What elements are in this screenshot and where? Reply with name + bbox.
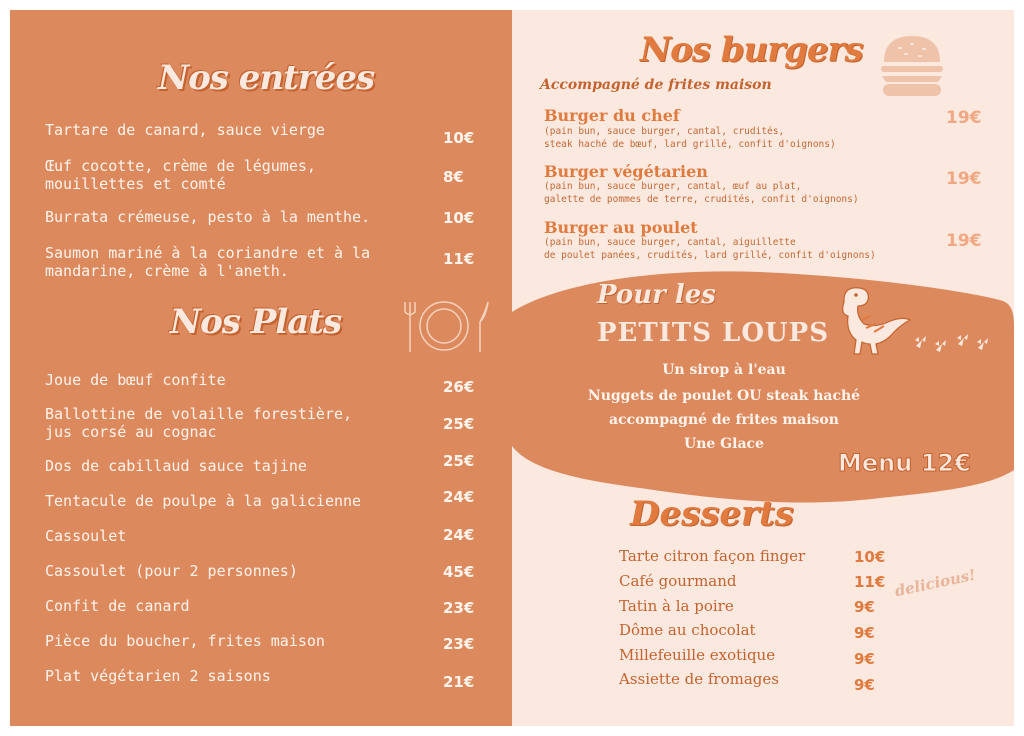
burgers-subtitle: Accompagné de frites maison <box>540 77 772 93</box>
plat-item-price: 25€ <box>443 452 475 470</box>
dessert-item-price: 9€ <box>854 676 875 694</box>
dessert-item-name: Dôme au chocolat <box>619 621 756 639</box>
dessert-item-name: Assiette de fromages <box>619 670 779 688</box>
kids-menu-line: Un sirop à l'eau <box>662 362 786 378</box>
plat-item-price: 25€ <box>443 415 475 433</box>
burger-item-desc: (pain bun, sauce burger, cantal, crudités, steak haché de bœuf, lard grillé, confit d'oignons) <box>544 126 836 150</box>
burger-item-price: 19€ <box>946 108 982 128</box>
dessert-item-name: Millefeuille exotique <box>619 646 776 664</box>
kids-title-line1: Pour les <box>597 280 716 310</box>
burger-item-name: Burger du chef <box>544 106 680 125</box>
plat-item-name: Tentacule de poulpe à la galicienne <box>45 492 362 510</box>
entree-item-name: Burrata crémeuse, pesto à la menthe. <box>45 208 371 226</box>
entrees-title: Nos entrées <box>158 58 375 98</box>
burger-item-price: 19€ <box>946 169 982 189</box>
plat-item-name: Cassoulet <box>45 527 127 545</box>
dessert-item-name: Tatin à la poire <box>619 597 734 615</box>
dinosaur-icon <box>830 282 914 360</box>
burger-item-desc: (pain bun, sauce burger, cantal, œuf au plat, galette de pommes de terre, crudités, confit d'oignons) <box>544 181 859 205</box>
entree-item-price: 11€ <box>443 250 475 268</box>
plat-item-name: Pièce du boucher, frites maison <box>45 632 325 650</box>
dessert-item-price: 11€ <box>854 573 886 591</box>
plat-item-price: 26€ <box>443 378 475 396</box>
plats-title: Nos Plats <box>170 302 342 342</box>
plat-item-name: Plat végétarien 2 saisons <box>45 667 271 685</box>
burger-item-desc: (pain bun, sauce burger, cantal, aiguillette de poulet panées, crudités, lard grillé, confit d'oignons) <box>544 237 876 261</box>
entree-item-price: 10€ <box>443 129 475 147</box>
burger-item-price: 19€ <box>946 231 982 251</box>
kids-menu-line: Nuggets de poulet OU steak haché <box>587 388 861 404</box>
entree-item-price: 10€ <box>443 209 475 227</box>
burger-item-name: Burger végétarien <box>544 162 708 181</box>
burger-item-name: Burger au poulet <box>544 218 698 237</box>
dessert-item-price: 9€ <box>854 650 875 668</box>
dessert-item-price: 10€ <box>854 548 886 566</box>
entree-item-name: Tartare de canard, sauce vierge <box>45 121 325 139</box>
plat-item-name: Dos de cabillaud sauce tajine <box>45 457 307 475</box>
plat-item-name: Ballottine de volaille forestière, jus corsé au cognac <box>45 405 353 441</box>
entree-item-name: Œuf cocotte, crème de légumes, mouillettes et comté <box>45 157 316 193</box>
plat-item-price: 45€ <box>443 563 475 581</box>
dessert-item-price: 9€ <box>854 624 875 642</box>
kids-menu-price: Menu 12€ <box>838 449 971 477</box>
plat-item-name: Confit de canard <box>45 597 190 615</box>
dessert-item-price: 9€ <box>854 598 875 616</box>
entree-item-name: Saumon mariné à la coriandre et à la mandarine, crème à l'aneth. <box>45 244 371 280</box>
burgers-title: Nos burgers <box>640 30 863 70</box>
plat-item-price: 23€ <box>443 635 475 653</box>
plat-item-name: Cassoulet (pour 2 personnes) <box>45 562 298 580</box>
plat-item-price: 24€ <box>443 488 475 506</box>
plat-item-name: Joue de bœuf confite <box>45 371 226 389</box>
plat-item-price: 23€ <box>443 599 475 617</box>
delicious-note: delicious! <box>893 565 978 601</box>
entree-item-price: 8€ <box>443 168 464 186</box>
plat-item-price: 21€ <box>443 673 475 691</box>
dessert-item-name: Tarte citron façon finger <box>619 547 806 565</box>
kids-title-line2: PETITS LOUPS <box>597 318 829 348</box>
footprints-icon <box>912 328 992 354</box>
dessert-item-name: Café gourmand <box>619 572 737 590</box>
kids-menu-line: Une Glace <box>684 436 764 452</box>
desserts-title: Desserts <box>630 494 794 534</box>
plat-item-price: 24€ <box>443 526 475 544</box>
kids-menu-line: accompagné de frites maison <box>609 412 839 428</box>
